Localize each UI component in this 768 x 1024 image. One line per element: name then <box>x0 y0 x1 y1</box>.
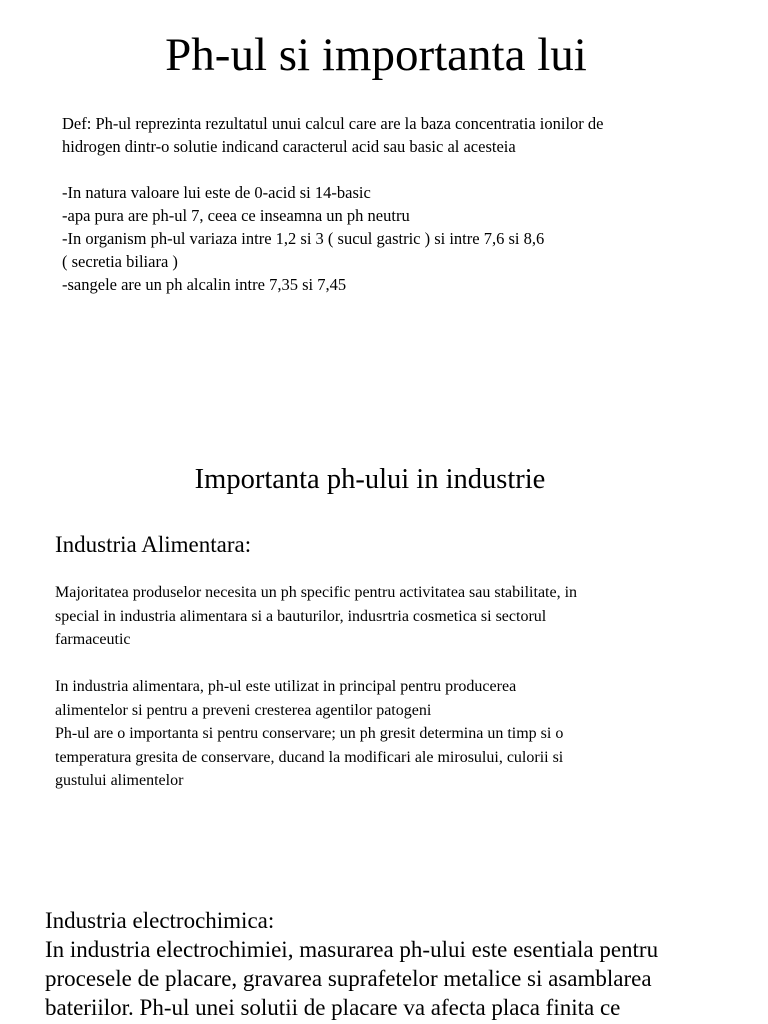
fact-line: ( secretia biliara ) <box>62 252 178 271</box>
ph-definition-block <box>62 112 752 296</box>
food-industry-heading: Industria Alimentara: <box>55 532 252 557</box>
fact-line: -In organism ph-ul variaza intre 1,2 si 3 ( sucul gastric ) si intre 7,6 si 8,6 <box>62 229 545 248</box>
paragraph-line: gustului alimentelor <box>55 772 184 789</box>
fact-line: -apa pura are ph-ul 7, ceea ce inseamna un ph neutru <box>62 206 410 225</box>
food-industry-text <box>55 581 745 793</box>
paragraph-line: Majoritatea produselor necesita un ph specific pentru activitatea sau stabilitate, in <box>55 584 578 601</box>
definition-line: Def: Ph-ul reprezinta rezultatul unui calcul care are la baza concentratia ionilor de <box>62 114 604 133</box>
paragraph-line: alimentelor si pentru a preveni cresterea agentilor patogeni <box>55 701 432 719</box>
definition-line: hidrogen dintr-o solutie indicand caracterul acid sau basic al acesteia <box>62 137 516 156</box>
fact-line: -sangele are un ph alcalin intre 7,35 si 7,45 <box>62 275 347 294</box>
paragraph-gap <box>62 158 752 181</box>
paragraph-line: special in industria alimentara si a bauturilor, indusrtria cosmetica si sectorul <box>55 607 547 625</box>
paragraph-line: temperatura gresita de conservare, ducand la modificari ale mirosului, culorii si <box>55 748 564 766</box>
electrochemical-heading: Industria electrochimica: <box>45 908 275 933</box>
paragraph-line: In industria alimentara, ph-ul este utilizat in principal pentru producerea <box>55 678 517 695</box>
paragraph-line: Ph-ul are o importanta si pentru conservare; un ph gresit determina un timp si o <box>55 725 564 742</box>
paragraph-line: bateriilor. Ph-ul unei solutii de placare va afecta placa finita ce <box>45 995 621 1020</box>
electrochemical-industry-text <box>45 906 755 1022</box>
paragraph-gap <box>55 652 745 676</box>
fact-line: -In natura valoare lui este de 0-acid si 14-basic <box>62 183 371 202</box>
industry-section-title: Importanta ph-ului in industrie <box>194 464 546 495</box>
paragraph-line: In industria electrochimiei, masurarea ph-ului este esentiala pentru <box>45 937 659 962</box>
page-title: Ph-ul si importanta lui <box>165 29 587 81</box>
paragraph-line: farmaceutic <box>55 631 131 648</box>
paragraph-line: procesele de placare, gravarea suprafetelor metalice si asamblarea <box>45 966 652 991</box>
